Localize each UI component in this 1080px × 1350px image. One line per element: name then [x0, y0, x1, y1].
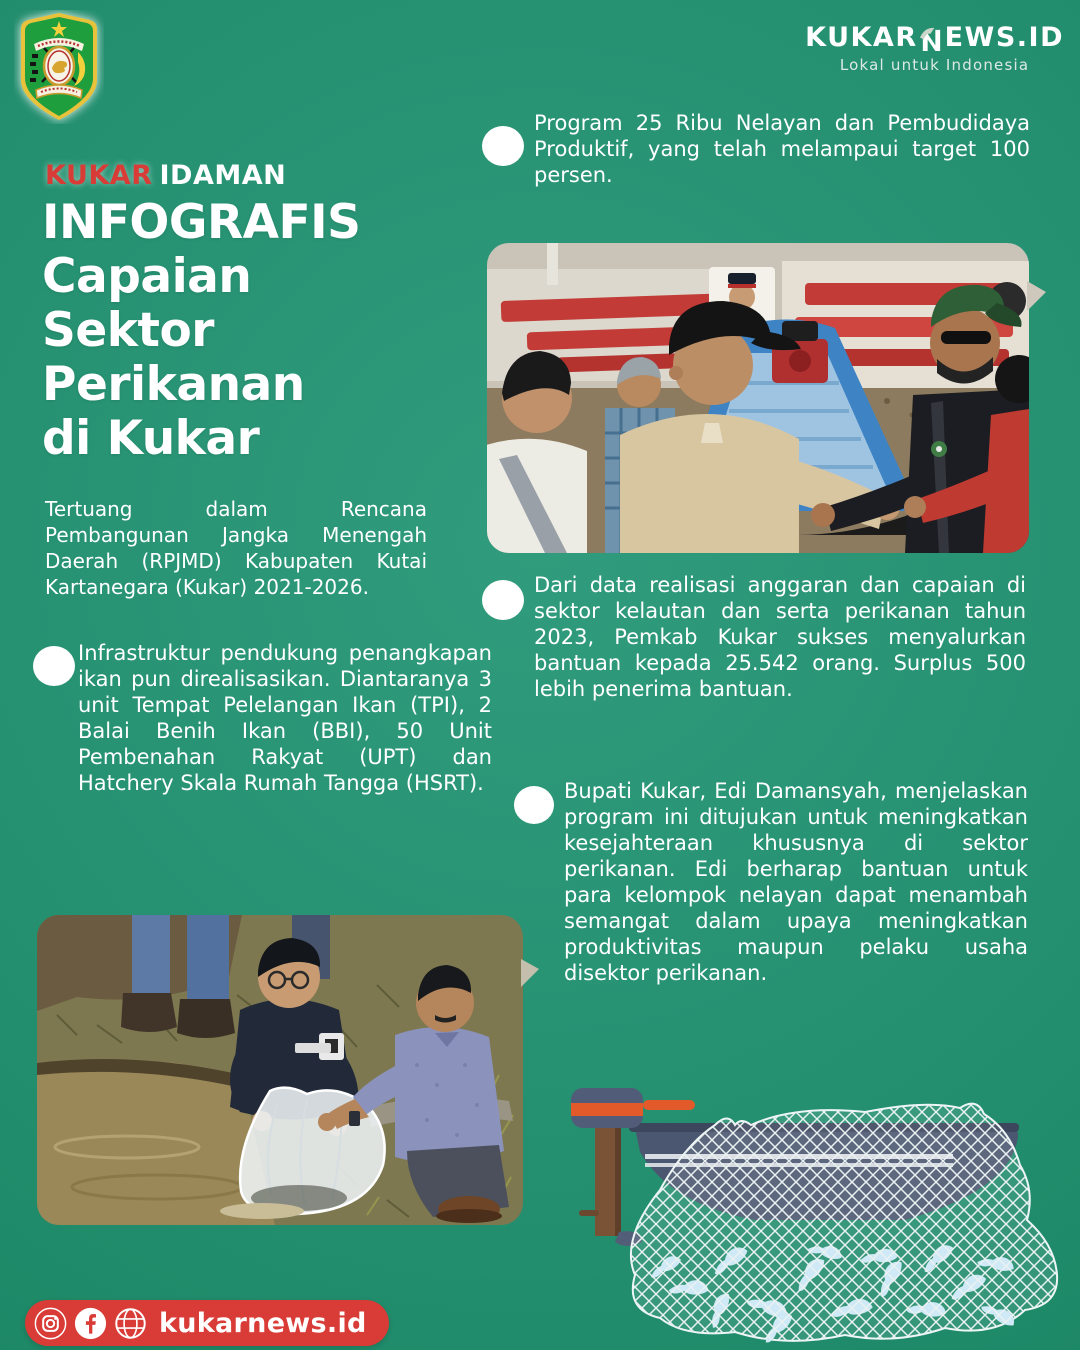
bullet-text: Program 25 Ribu Nelayan dan Pembudidaya Produktif, yang telah melampaui target 100 persen.	[534, 111, 1030, 187]
badge-idaman: IDAMAN	[159, 160, 287, 191]
bullet-dot	[514, 786, 554, 824]
kukarnews-logo	[805, 22, 1064, 74]
kukar-idaman-badge	[45, 160, 286, 191]
kukarnews-tagline: Lokal untuk Indonesia	[839, 56, 1030, 74]
bullet-text: Dari data realisasi anggaran dan capaian di sektor kelautan dan serta perikanan tahun 2023, Pemkab Kukar sukses menyalurkan bantuan kepada 25.542 orang. Surplus 500 lebih penerima bantuan.	[534, 573, 1026, 701]
kutai-kartanegara-crest-icon	[14, 10, 104, 124]
badge-kukar: KUKAR	[45, 160, 153, 191]
social-footer-bar	[25, 1300, 389, 1346]
boat-handover-photo	[487, 243, 1029, 553]
bullet-infrastruktur	[30, 640, 492, 796]
page-title	[42, 196, 462, 466]
bullet-realisasi-anggaran	[480, 572, 1026, 702]
bullet-dot	[33, 646, 75, 686]
bullet-text: Infrastruktur pendukung penangkapan ikan pun direalisasikan. Diantaranya 3 unit Tempat Pelelangan Ikan (TPI), 2 Balai Benih Ikan (BBI), 50 Unit Pembenahan Rakyat (UPT) dan Hatchery Skala Rumah Tangga (HSRT).	[78, 641, 492, 795]
intro-paragraph: Tertuang dalam Rencana Pembangunan Jangka Menengah Daerah (RPJMD) Kabupaten Kutai Kartanegara (Kukar) 2021-2026.	[45, 497, 427, 599]
bullet-program-25-ribu	[482, 110, 1030, 188]
bullet-dot	[482, 126, 524, 166]
title-line: di Kukar	[42, 411, 260, 466]
facebook-icon	[74, 1307, 107, 1340]
social-handle: kukarnews.id	[159, 1307, 367, 1339]
kukarnews-wordmark-left: KUKAR	[805, 22, 918, 53]
title-line: Sektor	[42, 303, 214, 358]
title-line: INFOGRAFIS	[42, 195, 361, 250]
fish-release-photo	[37, 915, 523, 1225]
fishing-boat-net-illustration	[565, 1070, 1075, 1348]
kukarnews-wordmark-right: EWS.ID	[944, 22, 1064, 53]
bullet-bupati-kukar	[514, 778, 1028, 986]
bullet-text: Bupati Kukar, Edi Damansyah, menjelaskan program ini ditujukan untuk meningkatkan kesejahteraan khususnya di sektor perikanan. Edi berharap bantuan untuk para kelompok nelayan dapat menambah semangat dalam upaya meningkatkan produktivitas maupun pelaku usaha disektor perikanan.	[564, 779, 1028, 985]
bullet-dot	[482, 580, 524, 620]
title-line: Capaian	[42, 249, 252, 304]
stylized-n-icon	[919, 25, 944, 52]
instagram-icon	[34, 1307, 67, 1340]
title-line: Perikanan	[42, 357, 305, 412]
globe-icon	[114, 1307, 147, 1340]
